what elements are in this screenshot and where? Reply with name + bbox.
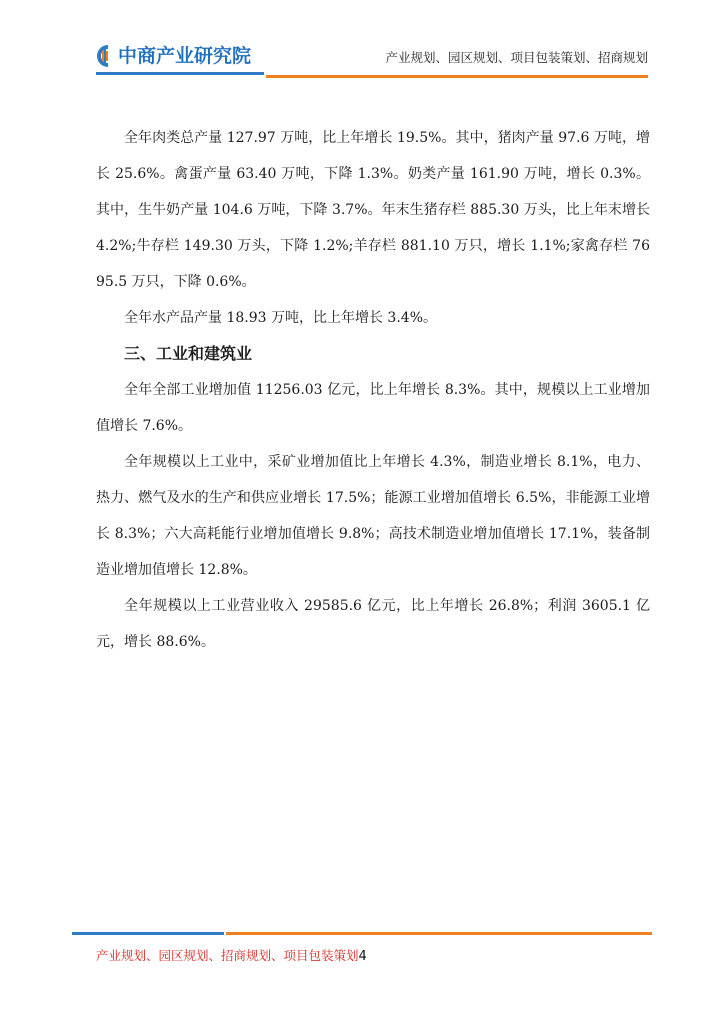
paragraph-livestock: 全年肉类总产量 127.97 万吨，比上年增长 19.5%。其中，猪肉产量 97.6 万吨，增长 25.6%。禽蛋产量 63.40 万吨，下降 1.3%。奶类产量 161.90 万吨，增长 0.3%。其中，生牛奶产量 104.6 万吨，下降 3.7%。年末生猪存栏 885.30 万头，比上年末增长 4.2%;牛存栏 149.30 万头，下降 1.2%;羊存栏 881.10 万只，增长 1.1%;家禽存栏 7695.5 万只，下降 0.6%。	[96, 130, 650, 290]
document-body	[96, 120, 650, 660]
logo-mark-icon	[94, 44, 114, 68]
footer-divider-blue	[72, 932, 224, 935]
paragraph-industry-revenue: 全年规模以上工业营业收入 29585.6 亿元，比上年增长 26.8%；利润 3605.1 亿元，增长 88.6%。	[96, 598, 650, 650]
page-number: 4	[358, 949, 367, 964]
page-header	[0, 0, 724, 80]
page-footer	[96, 946, 367, 964]
paragraph-industry-breakdown: 全年规模以上工业中，采矿业增加值比上年增长 4.3%，制造业增长 8.1%，电力、热力、燃气及水的生产和供应业增长 17.5%；能源工业增加值增长 6.5%，非能源工业增长 8.3%；六大高耗能行业增加值增长 9.8%；高技术制造业增加值增长 17.1%，装备制造业增加值增长 12.8%。	[96, 454, 650, 578]
header-divider-orange	[266, 75, 648, 78]
header-divider-blue	[96, 72, 264, 75]
section-heading: 三、工业和建筑业	[124, 344, 253, 363]
logo-text: 中商产业研究院	[118, 45, 252, 67]
header-tagline: 产业规划、园区规划、项目包装策划、招商规划	[385, 50, 648, 65]
company-logo	[94, 44, 251, 68]
footer-divider-orange	[226, 932, 652, 935]
paragraph-industry-value: 全年全部工业增加值 11256.03 亿元，比上年增长 8.3%。其中，规模以上工业增加值增长 7.6%。	[96, 382, 650, 434]
footer-tagline: 产业规划、园区规划、招商规划、项目包装策划	[96, 948, 359, 963]
paragraph-aquatic: 全年水产品产量 18.93 万吨，比上年增长 3.4%。	[124, 310, 437, 326]
